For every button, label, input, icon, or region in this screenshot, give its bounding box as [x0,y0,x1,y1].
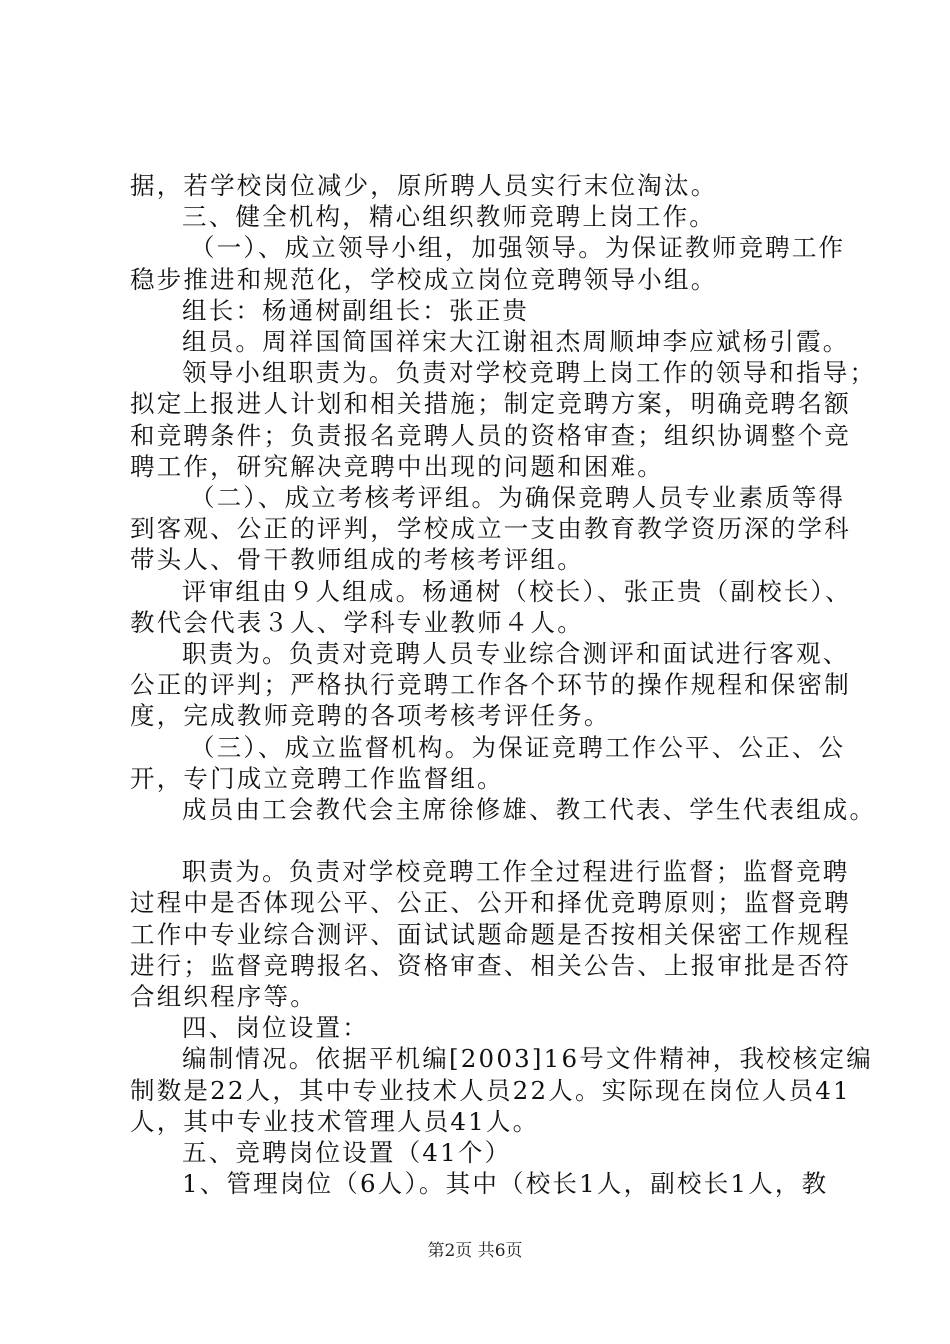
paragraph-line: 领导小组职责为。负责对学校竞聘上岗工作的领导和指导； [182,358,877,388]
paragraph-line: 组员。周祥国简国祥宋大江谢祖杰周顺坤李应斌杨引霞。 [182,327,850,357]
subsection-heading: （三）、成立监督机构。为保证竞聘工作公平、公正、公 [190,732,846,762]
paragraph-line: 组长：杨通树副组长：张正贵 [182,295,530,325]
paragraph-line: 制数是22人，其中专业技术人员22人。实际现在岗位人员41 [130,1075,851,1105]
paragraph-line: 带头人、骨干教师组成的考核考评组。 [130,545,584,575]
paragraph-line: 职责为。负责对学校竞聘工作全过程进行监督；监督竞聘 [182,857,850,887]
paragraph-line: 评审组由９人组成。杨通树（校长）、张正贵（副校长）、 [182,576,852,606]
paragraph-line: 进行；监督竞聘报名、资格审查、相关公告、上报审批是否符 [130,950,851,980]
paragraph-line: 职责为。负责对竞聘人员专业综合测评和面试进行客观、 [182,639,850,669]
paragraph-line: 1、管理岗位（6人）。其中（校长1人，副校长1人，教 [182,1169,829,1199]
paragraph-line: 教代会代表３人、学科专业教师４人。 [130,607,584,637]
section-heading: 三、健全机构，精心组织教师竞聘上岗工作。 [182,202,716,232]
section-heading: 四、岗位设置： [182,1013,369,1043]
paragraph-line: 聘工作，研究解决竞聘中出现的问题和困难。 [130,451,664,481]
paragraph-line: 稳步推进和规范化，学校成立岗位竞聘领导小组。 [130,264,718,294]
paragraph-line: 人，其中专业技术管理人员41人。 [130,1106,540,1136]
subsection-heading: （一）、成立领导小组，加强领导。为保证教师竞聘工作 [190,233,846,263]
paragraph-line: 和竞聘条件；负责报名竞聘人员的资格审查；组织协调整个竞 [130,420,851,450]
section-heading: 五、竞聘岗位设置（41个） [182,1138,512,1168]
paragraph-line: 开，专门成立竞聘工作监督组。 [130,763,504,793]
document-body [130,170,877,1200]
paragraph-line: 编制情况。依据平机编[2003]16号文件精神，我校核定编 [182,1044,873,1074]
paragraph-line: 拟定上报进人计划和相关措施；制定竞聘方案，明确竞聘名额 [130,389,851,419]
page-number-footer: 第2页 共6页 [427,1241,523,1261]
paragraph-line: 合组织程序等。 [130,982,317,1012]
paragraph-line: 成员由工会教代会主席徐修雄、教工代表、学生代表组成。 [182,795,877,825]
paragraph-line: 据，若学校岗位减少，原所聘人员实行末位淘汰。 [130,171,718,200]
paragraph-line: 过程中是否体现公平、公正、公开和择优竞聘原则；监督竞聘 [130,888,851,918]
subsection-heading: （二）、成立考核考评组。为确保竞聘人员专业素质等得 [190,483,846,513]
paragraph-line: 度，完成教师竞聘的各项考核考评任务。 [130,701,611,731]
paragraph-line: 公正的评判；严格执行竞聘工作各个环节的操作规程和保密制 [130,670,851,700]
paragraph-line: 工作中专业综合测评、面试试题命题是否按相关保密工作规程 [130,919,851,949]
paragraph-line: 到客观、公正的评判，学校成立一支由教育教学资历深的学科 [130,514,851,544]
